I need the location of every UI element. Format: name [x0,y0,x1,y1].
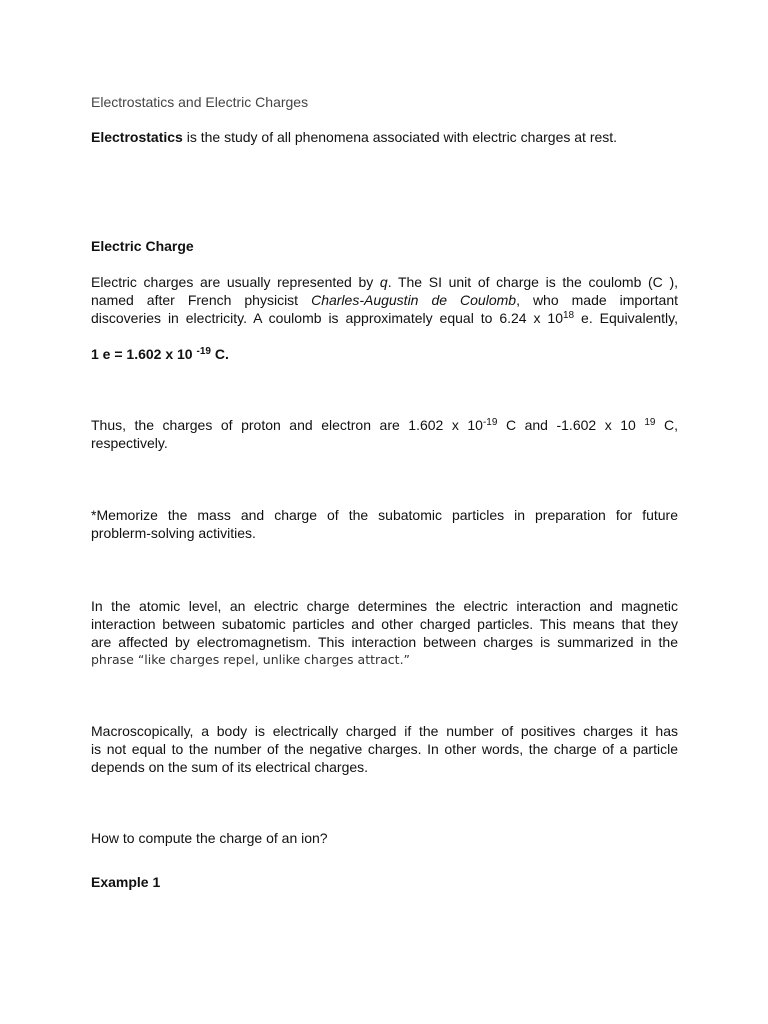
exponent: -19 [482,417,498,428]
quote-line: phrase “like charges repel, unlike charges attract.” [91,652,411,667]
macroscopic-paragraph [91,722,678,776]
paragraph-line: Thus, the charges of proton and electron are 1.602 x $10^{-19}$ C and -1.602 x 10 $^{19}$ C, [91,417,678,433]
paragraph-line: respectively. [91,435,168,451]
document-title: Electrostatics and Electric Charges [91,94,309,110]
paragraph-line: In the atomic level, an electric charge determines the electric interaction and magnetic [91,598,678,614]
paragraph-line: are affected by electromagnetism. This interaction between charges is summarized in the [91,634,678,650]
elementary-charge-formula: 1 e = 1.602 x 10 $^{-19}$ C. [91,346,229,362]
question-text: How to compute the charge of an ion? [91,830,328,846]
charge-definition-paragraph [91,273,678,327]
exponent: 18 [563,310,575,321]
paragraph-line: problerm-solving activities. [91,525,256,541]
proton-electron-paragraph [91,416,678,452]
section-heading: Electric Charge [91,238,194,254]
atomic-level-paragraph [91,597,678,669]
paragraph-line: Macroscopically, a body is electrically charged if the number of positives charges it has [91,723,678,739]
paragraph-line: is not equal to the number of the negative charges. In other words, the charge of a particle [91,741,678,757]
charge-symbol: q [379,274,388,290]
paragraph-line: depends on the sum of its electrical charges. [91,759,369,775]
paragraph-line: interaction between subatomic particles and other charged particles. This means that they [91,616,678,632]
memorize-note-paragraph [91,506,678,542]
paragraph-line: *Memorize the mass and charge of the subatomic particles in preparation for future [91,507,678,523]
physicist-name: Charles-Augustin de Coulomb [311,292,517,308]
exponent: -19 [196,346,211,357]
intro-text: is the study of all phenomena associated with electric charges at rest. [182,129,618,145]
intro-term: Electrostatics [91,129,183,145]
exponent: 19 [644,417,656,428]
paragraph-line: discoveries in electricity. A coulomb is approximately equal to 6.24 x $10^{18}$ e. Equivalently, [91,310,678,326]
intro-paragraph [91,128,678,146]
paragraph-line: Electric charges are usually represented by q. The SI unit of charge is the coulomb (C ), [91,274,678,290]
paragraph-line: named after French physicist Charles-Augustin de Coulomb, who made important [91,292,679,308]
example-heading: Example 1 [91,874,161,890]
